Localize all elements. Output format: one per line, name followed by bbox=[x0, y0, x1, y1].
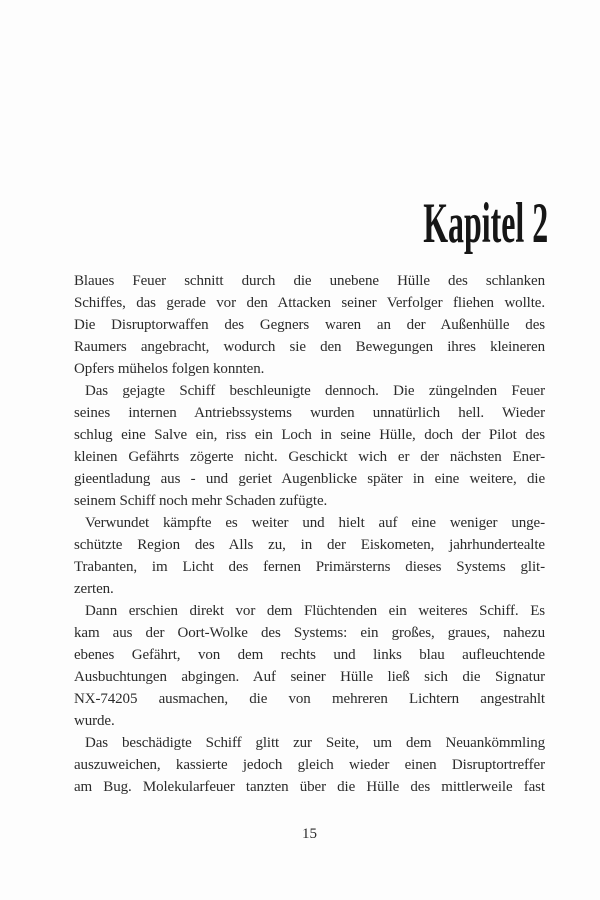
text-line: gieentladung aus - und geriet Augenblicke später in eine weitere, die bbox=[74, 471, 545, 487]
paragraph bbox=[74, 270, 545, 380]
text-line: Dann erschien direkt vor dem Flüchtenden ein weiteres Schiff. Es bbox=[85, 603, 545, 619]
text-line: am Bug. Molekularfeuer tanzten über die Hülle des mittlerweile fast bbox=[74, 779, 545, 795]
text-line: Blaues Feuer schnitt durch die unebene Hülle des schlanken bbox=[74, 273, 545, 289]
paragraph bbox=[74, 380, 545, 512]
text-line: Das gejagte Schiff beschleunigte dennoch. Die züngelnden Feuer bbox=[85, 383, 545, 399]
text-line: NX-74205 ausmachen, die von mehreren Lichtern angestrahlt bbox=[74, 691, 545, 707]
text-line: schützte Region des Alls zu, in der Eiskometen, jahrhundertealte bbox=[74, 537, 545, 553]
text-line: Ausbuchtungen abgingen. Auf seiner Hülle ließ sich die Signatur bbox=[74, 669, 545, 685]
text-line: Opfers mühelos folgen konnten. bbox=[74, 361, 265, 377]
text-line: auszuweichen, kassierte jedoch gleich wieder einen Disruptortreffer bbox=[74, 757, 545, 773]
text-line: schlug eine Salve ein, riss ein Loch in seine Hülle, doch der Pilot des bbox=[74, 427, 545, 443]
chapter-heading: Kapitel 2 bbox=[422, 192, 548, 255]
text-line: Verwundet kämpfte es weiter und hielt auf eine weniger unge- bbox=[85, 515, 545, 531]
text-line: kleinen Gefährts zögerte nicht. Geschickt wich er der nächsten Ener- bbox=[74, 449, 545, 465]
text-line: zerten. bbox=[74, 581, 114, 597]
text-line: Raumers angebracht, wodurch sie den Bewegungen ihres kleineren bbox=[74, 339, 545, 355]
text-line: wurde. bbox=[74, 713, 115, 729]
text-line: Schiffes, das gerade vor den Attacken seiner Verfolger fliehen wollte. bbox=[74, 295, 545, 311]
text-line: Trabanten, im Licht des fernen Primärsterns dieses Systems glit- bbox=[74, 559, 545, 575]
body-text bbox=[74, 270, 545, 798]
paragraph bbox=[74, 512, 545, 600]
text-line: Die Disruptorwaffen des Gegners waren an der Außenhülle des bbox=[74, 317, 545, 333]
text-line: seinem Schiff noch mehr Schaden zufügte. bbox=[74, 493, 328, 509]
text-line: ebenes Gefährt, von dem rechts und links blau aufleuchtende bbox=[74, 647, 545, 663]
page-number: 15 bbox=[302, 826, 317, 842]
paragraph bbox=[74, 732, 545, 798]
text-line: kam aus der Oort-Wolke des Systems: ein großes, graues, nahezu bbox=[74, 625, 545, 641]
paragraph bbox=[74, 600, 545, 732]
text-line: seines internen Antriebssystems wurden unnatürlich hell. Wieder bbox=[74, 405, 545, 421]
text-line: Das beschädigte Schiff glitt zur Seite, um dem Neuankömmling bbox=[85, 735, 545, 751]
